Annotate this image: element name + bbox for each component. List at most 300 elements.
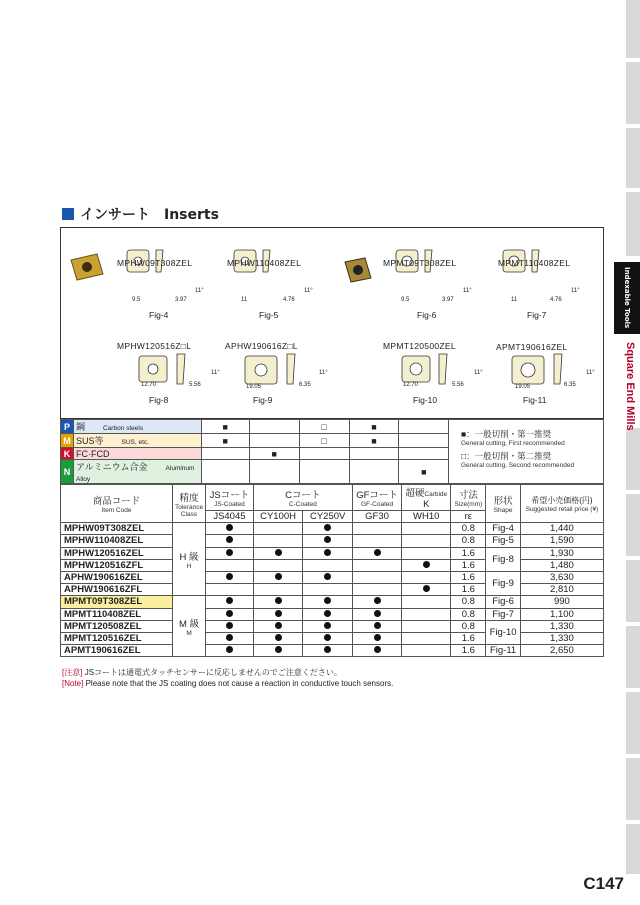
- available-dot-icon: [226, 524, 233, 531]
- grade-availability-cell: [402, 535, 451, 547]
- side-tab[interactable]: [626, 128, 640, 190]
- price-cell: 1,440: [520, 523, 603, 535]
- header-text: Carbide: [424, 491, 448, 498]
- grade-availability-cell: [352, 645, 401, 657]
- table-row: [61, 559, 604, 571]
- material-jp: アルミニウム合金: [75, 462, 148, 473]
- figure-4: [117, 258, 192, 268]
- legend-second-en: General cutting, Second recommended: [461, 462, 575, 469]
- available-dot-icon: [374, 622, 381, 629]
- grade-availability-cell: [402, 645, 451, 657]
- available-dot-icon: [275, 610, 282, 617]
- re-cell: 0.8: [451, 523, 486, 535]
- dim-label: 9.5: [401, 297, 410, 303]
- angle-label: 11°: [463, 288, 472, 294]
- available-dot-icon: [226, 646, 233, 653]
- note: [62, 667, 393, 689]
- dim-label: 19.05: [515, 384, 531, 390]
- angle-label: 11°: [474, 370, 483, 376]
- re-cell: 0.8: [451, 535, 486, 547]
- grade-availability-cell: [303, 620, 353, 632]
- recommend-cell: ■: [249, 448, 299, 460]
- material-letter: P: [61, 420, 74, 434]
- side-tab[interactable]: [626, 62, 640, 126]
- available-dot-icon: [275, 646, 282, 653]
- grade-availability-cell: [402, 608, 451, 620]
- dim-label: 11: [511, 297, 518, 303]
- table-row: [61, 608, 604, 620]
- figure-9: [225, 341, 298, 351]
- recommend-cell: [249, 420, 299, 434]
- grade-availability-cell: [352, 632, 401, 644]
- figure-code: MPHW120516Z□L: [117, 341, 192, 351]
- header-text: C-Coated: [288, 501, 317, 508]
- grade-availability-cell: [352, 571, 401, 583]
- section-title-text: インサート Inserts: [80, 207, 219, 223]
- legend-first-jp: ：一般切削・第一推奨: [466, 429, 552, 439]
- material-en: Carbon steels: [103, 425, 144, 432]
- side-tab[interactable]: [626, 692, 640, 756]
- item-code-cell: APMT190616ZEL: [61, 645, 173, 657]
- re-cell: 0.8: [451, 608, 486, 620]
- angle-label: 11°: [304, 288, 313, 294]
- available-dot-icon: [226, 549, 233, 556]
- grade-availability-cell: [206, 608, 254, 620]
- dim-label: 5.56: [189, 382, 201, 388]
- figure-code: MPMT09T308ZEL: [383, 258, 457, 268]
- grade-availability-cell: [206, 632, 254, 644]
- header-text: Cコート: [285, 490, 321, 501]
- grade-header: CY250V: [303, 511, 353, 523]
- header-text: 寸法: [458, 490, 478, 501]
- grade-availability-cell: [352, 620, 401, 632]
- shape-cell: Fig-5: [486, 535, 521, 547]
- recommend-cell: [349, 448, 399, 460]
- figure-5: [227, 258, 301, 268]
- grade-availability-cell: [402, 571, 451, 583]
- figure-label: Fig-10: [413, 395, 438, 405]
- tolerance-jp: M 級: [179, 618, 200, 630]
- figure-label: Fig-7: [527, 310, 547, 320]
- title-marker-icon: [62, 208, 74, 220]
- grade-availability-cell: [352, 547, 401, 559]
- grade-availability-cell: [303, 632, 353, 644]
- available-dot-icon: [324, 536, 331, 543]
- recommend-cell: [299, 448, 349, 460]
- dim-label: 3.97: [442, 297, 454, 303]
- price-cell: 2,810: [520, 584, 603, 596]
- material-name: [73, 434, 201, 448]
- table-row: [61, 632, 604, 644]
- grade-availability-cell: [253, 559, 303, 571]
- figure-code: MPMT110408ZEL: [498, 258, 571, 268]
- material-en: Aluminum Alloy: [75, 465, 195, 484]
- insert-drawings-row2: [139, 354, 562, 384]
- available-dot-icon: [374, 634, 381, 641]
- grade-availability-cell: [253, 645, 303, 657]
- header-text: K: [423, 499, 430, 510]
- available-dot-icon: [324, 524, 331, 531]
- price-cell: 1,590: [520, 535, 603, 547]
- material-letter: N: [61, 460, 74, 484]
- grade-availability-cell: [206, 620, 254, 632]
- figure-11: [496, 342, 567, 352]
- figure-code: APHW190616Z□L: [225, 341, 298, 351]
- grade-availability-cell: [303, 608, 353, 620]
- price-cell: 990: [520, 596, 603, 608]
- side-tab[interactable]: [626, 560, 640, 624]
- available-dot-icon: [226, 536, 233, 543]
- shape-cell: Fig-11: [486, 645, 521, 657]
- header-text: Shape: [493, 507, 513, 515]
- insert-photo-gold: [71, 254, 103, 280]
- grade-availability-cell: [303, 523, 353, 535]
- available-dot-icon: [374, 597, 381, 604]
- angle-label: 11°: [571, 288, 580, 294]
- grade-availability-cell: [253, 596, 303, 608]
- item-code-cell: APHW190616ZFL: [61, 584, 173, 596]
- recommend-cell: □: [299, 434, 349, 448]
- dim-label: 4.76: [283, 297, 295, 303]
- angle-label: 11°: [586, 370, 595, 376]
- grade-availability-cell: [402, 523, 451, 535]
- grade-availability-cell: [206, 584, 254, 596]
- grade-availability-cell: [352, 559, 401, 571]
- recommend-cell: [399, 448, 449, 460]
- available-dot-icon: [324, 549, 331, 556]
- item-code-header: [61, 485, 173, 523]
- grade-availability-cell: [303, 559, 353, 571]
- figure-code: MPHW110408ZEL: [227, 258, 302, 268]
- table-row: [61, 523, 604, 535]
- grade-availability-cell: [402, 632, 451, 644]
- available-dot-icon: [324, 646, 331, 653]
- price-header: [520, 485, 603, 523]
- available-dot-icon: [275, 634, 282, 641]
- grade-availability-cell: [402, 596, 451, 608]
- grade-availability-cell: [206, 547, 254, 559]
- insert-photo-dark: [345, 258, 371, 282]
- grade-availability-cell: [402, 547, 451, 559]
- figure-label: Fig-5: [259, 310, 279, 320]
- dim-label: 3.97: [175, 297, 187, 303]
- insert-figures-panel: [60, 227, 604, 419]
- dim-label: 6.35: [299, 382, 311, 388]
- grade-availability-cell: [352, 596, 401, 608]
- tolerance-en: H: [186, 562, 192, 570]
- recommend-cell: [249, 460, 299, 484]
- grade-availability-cell: [206, 596, 254, 608]
- dim-label: 12.70: [141, 382, 157, 388]
- figure-code: MPMT120500ZEL: [383, 341, 456, 351]
- second-recommend-icon: □: [461, 451, 467, 461]
- item-code-cell: MPHW09T308ZEL: [61, 523, 173, 535]
- available-dot-icon: [324, 573, 331, 580]
- re-cell: 1.6: [451, 547, 486, 559]
- material-jp: SUS等: [75, 436, 104, 446]
- shape-cell: Fig-4: [486, 523, 521, 535]
- grade-availability-cell: [303, 571, 353, 583]
- grade-availability-cell: [253, 632, 303, 644]
- recommend-cell: [399, 420, 449, 434]
- header-text: 希望小売価格(円): [531, 495, 593, 505]
- available-dot-icon: [226, 597, 233, 604]
- first-recommend-icon: ■: [461, 429, 467, 439]
- side-tab[interactable]: [626, 626, 640, 690]
- grade-availability-cell: [402, 559, 451, 571]
- grade-availability-cell: [253, 571, 303, 583]
- re-cell: 1.6: [451, 632, 486, 644]
- grade-header: JS4045: [206, 511, 254, 523]
- material-name: [73, 460, 201, 484]
- legend-first-en: General cutting, First recommended: [461, 440, 565, 447]
- re-cell: 1.6: [451, 645, 486, 657]
- table-row: [61, 535, 604, 547]
- grade-availability-cell: [206, 571, 254, 583]
- grade-availability-cell: [352, 608, 401, 620]
- material-letter: K: [61, 448, 74, 460]
- table-row: [61, 571, 604, 583]
- figure-label: Fig-4: [149, 310, 169, 320]
- note-tag: [注意]: [62, 668, 83, 677]
- grade-availability-cell: [206, 523, 254, 535]
- header-text: JSコート: [209, 490, 250, 501]
- recommend-cell: [399, 434, 449, 448]
- shape-header: [486, 485, 521, 523]
- grade-availability-cell: [303, 645, 353, 657]
- material-name: [73, 448, 201, 460]
- figure-code: MPHW09T308ZEL: [117, 258, 193, 268]
- figure-10: [383, 341, 456, 351]
- side-tab-indexable-tools[interactable]: Indexable Tools: [614, 262, 640, 334]
- grade-availability-cell: [206, 559, 254, 571]
- re-cell: 1.6: [451, 559, 486, 571]
- re-cell: 0.8: [451, 596, 486, 608]
- header-text: 形状: [493, 496, 513, 508]
- note-en: [62, 678, 393, 689]
- side-tab[interactable]: [626, 428, 640, 492]
- available-dot-icon: [226, 573, 233, 580]
- available-dot-icon: [275, 573, 282, 580]
- item-code-cell: MPHW110408ZEL: [61, 535, 173, 547]
- angle-label: 11°: [211, 370, 220, 376]
- figure-label: Fig-9: [253, 395, 273, 405]
- figure-8: [117, 341, 191, 351]
- header-text: 精度: [179, 492, 199, 504]
- shape-cell: Fig-6: [486, 596, 521, 608]
- re-cell: 0.8: [451, 620, 486, 632]
- price-cell: 1,480: [520, 559, 603, 571]
- side-tab[interactable]: [626, 494, 640, 558]
- note-jp: [62, 667, 393, 678]
- note-text: Please note that the JS coating does not cause a reaction in conductive touch sensors.: [85, 679, 394, 688]
- table-row: [61, 547, 604, 559]
- recommend-cell: [349, 460, 399, 484]
- figure-7: [498, 258, 570, 268]
- legend-second-jp: ：一般切削・第二推奨: [466, 451, 552, 461]
- available-dot-icon: [374, 646, 381, 653]
- item-code-cell: MPMT09T308ZEL: [61, 596, 173, 608]
- table-row: [61, 645, 604, 657]
- recommend-cell: ■: [349, 420, 399, 434]
- item-code-cell: MPMT120508ZEL: [61, 620, 173, 632]
- grade-availability-cell: [303, 584, 353, 596]
- dim-label: 12.70: [403, 382, 419, 388]
- figure-label: Fig-8: [149, 395, 169, 405]
- available-dot-icon: [423, 561, 430, 568]
- gf-header: [352, 485, 401, 511]
- grade-availability-cell: [303, 535, 353, 547]
- tolerance-header: [172, 485, 205, 523]
- tolerance-cell: [172, 523, 205, 596]
- grade-availability-cell: [303, 596, 353, 608]
- c-header: [253, 485, 352, 511]
- available-dot-icon: [324, 634, 331, 641]
- grade-availability-cell: [253, 547, 303, 559]
- price-cell: 3,630: [520, 571, 603, 583]
- page-number: C147: [583, 874, 624, 893]
- available-dot-icon: [275, 622, 282, 629]
- tolerance-en: M: [186, 629, 192, 637]
- available-dot-icon: [374, 549, 381, 556]
- grade-availability-cell: [253, 608, 303, 620]
- js-header: [206, 485, 254, 511]
- recommend-cell: ■: [349, 434, 399, 448]
- side-tab[interactable]: [626, 192, 640, 258]
- side-tab[interactable]: [626, 824, 640, 876]
- item-code-cell: MPMT120516ZEL: [61, 632, 173, 644]
- item-code-cell: MPMT110408ZEL: [61, 608, 173, 620]
- price-cell: 1,100: [520, 608, 603, 620]
- recommend-cell: [201, 448, 249, 460]
- dim-label: 4.76: [550, 297, 562, 303]
- price-cell: 2,650: [520, 645, 603, 657]
- available-dot-icon: [324, 610, 331, 617]
- available-dot-icon: [275, 549, 282, 556]
- dim-label: 11: [241, 297, 248, 303]
- tolerance-cell: [172, 596, 205, 657]
- grade-availability-cell: [206, 645, 254, 657]
- carbide-header: [402, 485, 451, 511]
- dim-label: 19.05: [246, 384, 262, 390]
- header-text: Tolerance Class: [174, 503, 204, 518]
- available-dot-icon: [275, 597, 282, 604]
- recommend-cell: [249, 434, 299, 448]
- table-row: [61, 584, 604, 596]
- grade-availability-cell: [253, 535, 303, 547]
- recommend-cell: ■: [201, 434, 249, 448]
- re-cell: 1.6: [451, 571, 486, 583]
- header-text: Size(mm): [454, 501, 483, 508]
- available-dot-icon: [226, 634, 233, 641]
- size-header: [451, 485, 486, 511]
- grade-header: WH10: [402, 511, 451, 523]
- grade-availability-cell: [352, 523, 401, 535]
- angle-label: 11°: [319, 370, 328, 376]
- re-cell: 1.6: [451, 584, 486, 596]
- shape-cell: Fig-9: [486, 571, 521, 595]
- side-tabs: [626, 0, 640, 905]
- legend-first: [461, 428, 601, 447]
- recommend-cell: ■: [201, 420, 249, 434]
- header-text: JS-Coated: [214, 501, 245, 508]
- header-text: GF-Coated: [360, 501, 394, 508]
- header-text: Suggested retail price (¥): [525, 505, 599, 513]
- item-code-cell: MPHW120516ZFL: [61, 559, 173, 571]
- price-cell: 1,330: [520, 620, 603, 632]
- re-header: rε: [451, 511, 486, 523]
- price-cell: 1,930: [520, 547, 603, 559]
- material-en: SUS, etc.: [121, 439, 149, 446]
- side-label-square-end-mills: Square End Mills: [624, 342, 636, 431]
- recommend-cell: [201, 460, 249, 484]
- recommend-cell: ■: [399, 460, 449, 484]
- grade-header: GF30: [352, 511, 401, 523]
- figure-label: Fig-11: [523, 395, 547, 405]
- note-tag: [Note]: [62, 679, 84, 688]
- shape-cell: Fig-8: [486, 547, 521, 571]
- grade-availability-cell: [253, 584, 303, 596]
- figure-label: Fig-6: [417, 310, 437, 320]
- tolerance-jp: H 級: [179, 551, 199, 563]
- shape-cell: Fig-10: [486, 620, 521, 644]
- available-dot-icon: [226, 610, 233, 617]
- angle-label: 11°: [195, 288, 204, 294]
- available-dot-icon: [324, 597, 331, 604]
- table-row: [61, 620, 604, 632]
- grade-availability-cell: [352, 584, 401, 596]
- grade-availability-cell: [206, 535, 254, 547]
- available-dot-icon: [324, 622, 331, 629]
- grade-availability-cell: [253, 523, 303, 535]
- item-code-cell: MPHW120516ZEL: [61, 547, 173, 559]
- grade-availability-cell: [402, 584, 451, 596]
- material-jp: 鋼: [75, 422, 85, 432]
- available-dot-icon: [423, 585, 430, 592]
- dim-label: 5.56: [452, 382, 464, 388]
- side-tab[interactable]: [626, 0, 640, 60]
- material-jp: FC·FCD: [75, 448, 110, 459]
- side-tab[interactable]: [626, 758, 640, 822]
- grade-availability-cell: [402, 620, 451, 632]
- table-row: [61, 596, 604, 608]
- recommend-cell: [299, 460, 349, 484]
- dim-label: 9.5: [132, 297, 141, 303]
- insert-figures-drawing: [61, 228, 605, 420]
- recommend-cell: □: [299, 420, 349, 434]
- available-dot-icon: [374, 610, 381, 617]
- material-name: [73, 420, 201, 434]
- insert-spec-table: [60, 484, 604, 657]
- available-dot-icon: [226, 622, 233, 629]
- grade-header: CY100H: [253, 511, 303, 523]
- grade-availability-cell: [352, 535, 401, 547]
- header-text: GFコート: [356, 490, 398, 501]
- figure-6: [383, 258, 456, 268]
- dim-label: 6.35: [564, 382, 576, 388]
- recommendation-legend: [461, 428, 601, 469]
- shape-cell: Fig-7: [486, 608, 521, 620]
- figure-code: APMT190616ZEL: [496, 342, 568, 352]
- legend-second: [461, 450, 601, 469]
- note-text: JSコートは通電式タッチセンサーに反応しませんのでご注意ください。: [84, 668, 342, 677]
- grade-availability-cell: [253, 620, 303, 632]
- material-letter: M: [61, 434, 74, 448]
- section-title: [62, 204, 219, 224]
- header-text: Item Code: [101, 507, 132, 515]
- header-text: 商品コード: [92, 496, 141, 508]
- item-code-cell: APHW190616ZEL: [61, 571, 173, 583]
